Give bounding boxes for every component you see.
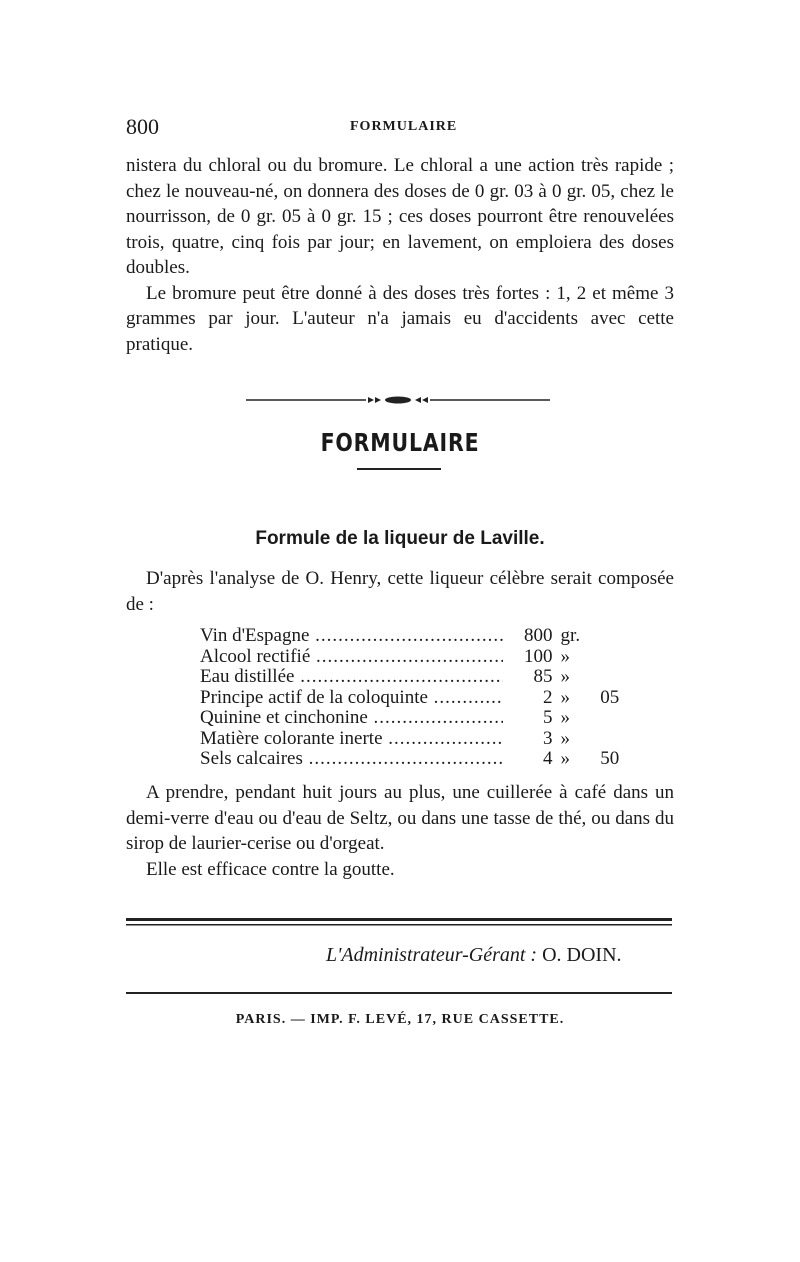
ingredient-extra: 05 xyxy=(600,686,620,708)
formula-intro-text: D'après l'analyse de O. Henry, cette liqueur célèbre serait composée de : xyxy=(126,568,674,615)
ingredient-unit: » xyxy=(560,748,571,769)
ingredient-row xyxy=(200,749,640,770)
ingredient-unit: » xyxy=(560,686,571,708)
ingredient-row xyxy=(200,708,640,729)
heading-underline xyxy=(357,468,441,470)
ingredient-extra: 50 xyxy=(600,748,620,769)
ingredient-name: Principe actif de la coloquinte ..... xyxy=(200,688,503,709)
ingredient-quantity: 2 xyxy=(543,686,553,708)
ingredient-name: Matière colorante inerte ..... xyxy=(200,729,503,750)
formula-intro xyxy=(126,566,674,617)
ingredient-name: Eau distillée ..... xyxy=(200,667,503,688)
ingredient-name: Quinine et cinchonine ..... xyxy=(200,708,503,729)
administrator-signature xyxy=(326,944,622,967)
page-number: 800 xyxy=(126,114,159,139)
formula-title: Formule de la liqueur de Laville. xyxy=(255,528,545,549)
ingredient-quantity: 100 xyxy=(524,645,553,667)
intro-text xyxy=(126,153,674,357)
ingredient-unit: » xyxy=(560,666,571,687)
instructions-text xyxy=(126,780,674,882)
ingredient-row xyxy=(200,667,640,688)
running-title: FORMULAIRE xyxy=(350,119,458,134)
double-rule xyxy=(126,918,672,926)
ingredient-unit: » xyxy=(560,727,571,749)
ingredient-unit: gr. xyxy=(560,625,581,646)
ingredient-row xyxy=(200,647,640,668)
ingredient-name: Alcool rectifié ..... xyxy=(200,647,503,668)
ingredient-name: Vin d'Espagne ..... xyxy=(200,626,503,647)
section-heading: FORMULAIRE xyxy=(320,428,480,457)
ingredient-quantity: 85 xyxy=(533,666,553,687)
ornament-divider xyxy=(246,396,550,404)
ingredient-name: Sels calcaires ..... xyxy=(200,749,503,770)
intro-paragraph: Le bromure peut être donné à des doses très fortes : 1, 2 et même 3 grammes par jour. L'auteur n'a jamais eu d'accidents avec cette pratique. xyxy=(126,282,674,355)
ingredient-row xyxy=(200,626,640,647)
instructions-paragraph: A prendre, pendant huit jours au plus, une cuillerée à café dans un demi-verre d'eau ou d'eau de Seltz, ou dans une tasse de thé, ou dans du sirop de laurier-cerise ou d'orgeat. xyxy=(126,782,674,854)
ingredient-unit: » xyxy=(560,707,571,728)
administrator-name: O. DOIN. xyxy=(542,944,622,966)
administrator-label: L'Administrateur-Gérant : xyxy=(326,944,538,966)
ingredient-row xyxy=(200,688,640,709)
instructions-paragraph: Elle est efficace contre la goutte. xyxy=(146,858,395,880)
intro-paragraph: nistera du chloral ou du bromure. Le chloral a une action très rapide ; chez le nouveau-né, on donnera des doses de 0 gr. 03 à 0 gr. 05, chez le nourrisson, de 0 gr. 05 à 0 gr. 15 ; ces doses pourront être renouvelées trois, quatre, cinq fois par jour; en lavement, on emploiera des doses doubles. xyxy=(126,155,674,278)
ingredient-row xyxy=(200,729,640,750)
printer-imprint: PARIS. — IMP. F. LEVÉ, 17, RUE CASSETTE. xyxy=(235,1012,565,1027)
ingredient-quantity: 800 xyxy=(524,625,553,646)
ingredient-quantity: 4 xyxy=(543,748,553,769)
footer-rule xyxy=(126,992,672,994)
ingredient-quantity: 5 xyxy=(543,707,553,728)
ingredient-quantity: 3 xyxy=(543,727,553,749)
ingredient-list xyxy=(200,626,640,770)
ingredient-unit: » xyxy=(560,645,571,667)
